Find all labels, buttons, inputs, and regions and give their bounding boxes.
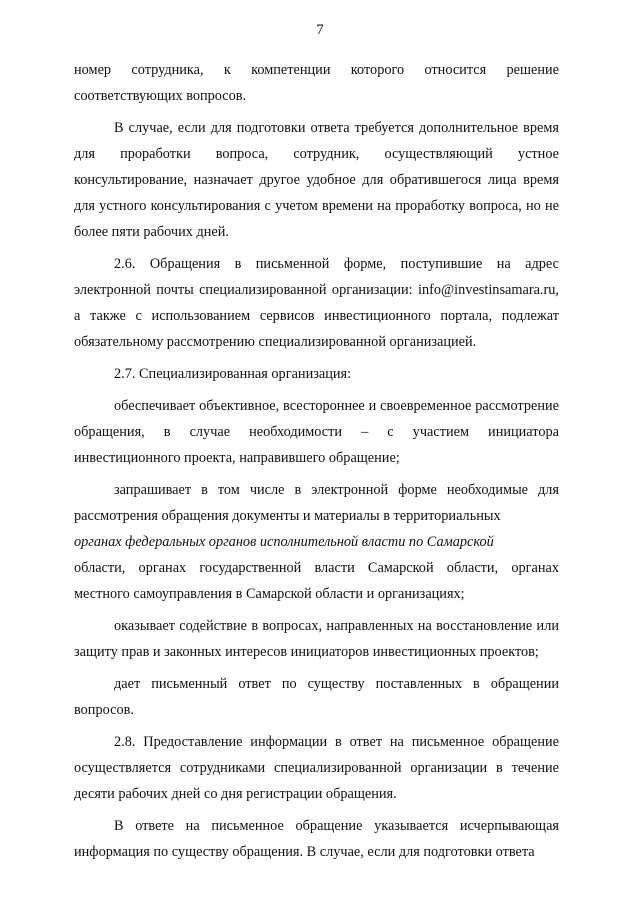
paragraph-2-6-written-requests: 2.6. Обращения в письменной форме, поступившие на адрес электронной почты специализированной организации: info@investinsamara.ru, а также с использованием сервисов инвестиционного портала, подлежат обязательному рассмотрению специализированной организацией. bbox=[74, 256, 559, 350]
page-number: 7 bbox=[316, 22, 324, 38]
paragraph-requests-documents-part1: запрашивает в том числе в электронной форме необходимые для рассмотрения обращения документы и материалы в территориальных bbox=[74, 482, 559, 524]
paragraph-requests-documents-part3: области, органах государственной власти Самарской области, органах местного самоуправления в Самарской области и организациях; bbox=[74, 560, 559, 602]
paragraph-2-7-heading: 2.7. Специализированная организация: bbox=[114, 366, 352, 382]
paragraph-answer-content: В ответе на письменное обращение указывается исчерпывающая информация по существу обращения. В случае, если для подготовки ответа bbox=[74, 818, 559, 860]
paragraph-continuation: номер сотрудника, к компетенции которого относится решение соответствующих вопросов. bbox=[74, 62, 559, 104]
paragraph-assists-rights: оказывает содействие в вопросах, направленных на восстановление или защиту прав и законных интересов инициаторов инвестиционных проектов; bbox=[74, 618, 559, 660]
paragraph-additional-time: В случае, если для подготовки ответа требуется дополнительное время для проработки вопроса, сотрудник, осуществляющий устное консультирование, назначает другое удобное для обратившегося лица время для устного консультирования с учетом времени на проработку вопроса, но не более пяти рабочих дней. bbox=[74, 120, 559, 240]
paragraph-written-answer: дает письменный ответ по существу поставленных в обращении вопросов. bbox=[74, 676, 559, 718]
document-body bbox=[74, 57, 559, 865]
paragraph-requests-documents bbox=[74, 477, 559, 607]
paragraph-2-8-information: 2.8. Предоставление информации в ответ на письменное обращение осуществляется сотрудниками специализированной организации в течение десяти рабочих дней со дня регистрации обращения. bbox=[74, 734, 559, 802]
paragraph-requests-documents-part2: органах федеральных органов исполнительной власти по Самарской bbox=[74, 534, 494, 550]
paragraph-ensures-review: обеспечивает объективное, всестороннее и своевременное рассмотрение обращения, в случае необходимости – с участием инициатора инвестиционного проекта, направившего обращение; bbox=[74, 398, 559, 466]
